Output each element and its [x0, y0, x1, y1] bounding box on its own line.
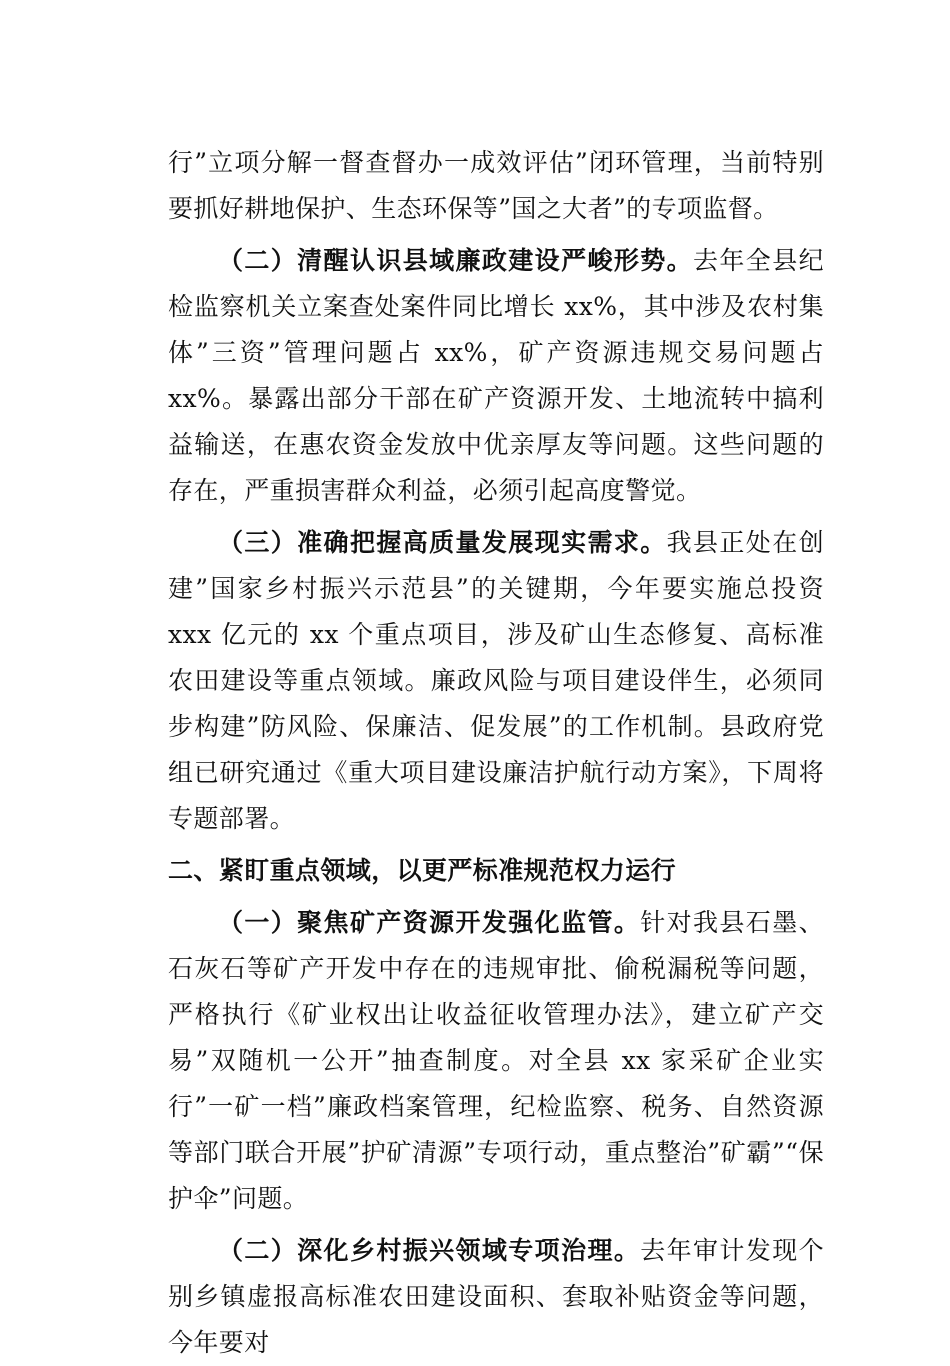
document-page: [168, 140, 824, 1366]
paragraph-text: 行”立项分解一督查督办一成效评估”闭环管理，当前特别要抓好耕地保护、生态环保等”国之大者”的专项监督。: [168, 148, 824, 223]
paragraph-subsection-2: [168, 238, 824, 514]
section-heading: [168, 848, 824, 894]
paragraph-text: 我县正处在创建”国家乡村振兴示范县”的关键期，今年要实施总投资 xxx 亿元的 xx 个重点项目，涉及矿山生态修复、高标准农田建设等重点领域。廉政风险与项目建设伴生，必须同步构建”防风险、保廉洁、促发展”的工作机制。县政府党组已研究通过《重大项目建设廉洁护航行动方案》，下周将专题部署。: [168, 528, 824, 833]
subsection-title: （二）清醒认识县域廉政建设严峻形势。: [218, 246, 694, 275]
subsection-title: （一）聚焦矿产资源开发强化监管。: [218, 908, 641, 937]
paragraph-continuation: [168, 140, 824, 232]
paragraph-text: 去年全县纪检监察机关立案查处案件同比增长 xx%，其中涉及农村集体”三资”管理问题占 xx%，矿产资源违规交易问题占 xx%。暴露出部分干部在矿产资源开发、土地流转中搞利益输送，在惠农资金发放中优亲厚友等问题。这些问题的存在，严重损害群众利益，必须引起高度警觉。: [168, 246, 824, 505]
paragraph-text: 针对我县石墨、石灰石等矿产开发中存在的违规审批、偷税漏税等问题，严格执行《矿业权出让收益征收管理办法》，建立矿产交易”双随机一公开”抽查制度。对全县 xx 家采矿企业实行”一矿一档”廉政档案管理，纪检监察、税务、自然资源等部门联合开展”护矿清源”专项行动，重点整治”矿霸”“保护伞”问题。: [168, 908, 824, 1213]
paragraph-subsection-2b: [168, 1228, 824, 1366]
paragraph-text: 去年审计发现个别乡镇虚报高标准农田建设面积、套取补贴资金等问题，今年要对: [168, 1236, 824, 1357]
paragraph-subsection-3: [168, 520, 824, 842]
subsection-title: （三）准确把握高质量发展现实需求。: [218, 528, 667, 557]
section-heading-text: 二、紧盯重点领域，以更严标准规范权力运行: [168, 856, 677, 885]
paragraph-subsection-1: [168, 900, 824, 1222]
subsection-title: （二）深化乡村振兴领域专项治理。: [218, 1236, 641, 1265]
